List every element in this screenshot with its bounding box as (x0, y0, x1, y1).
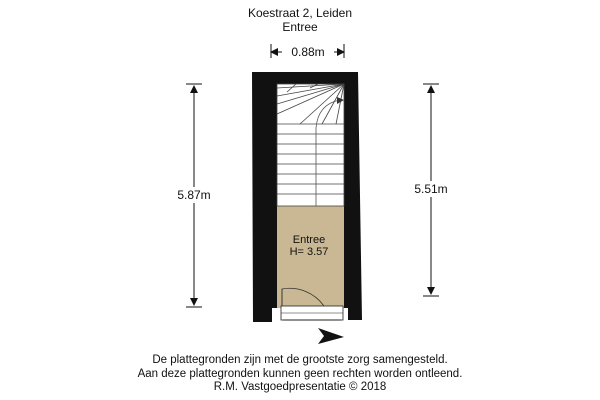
disclaimer-line-2: Aan deze plattegronden kunnen geen rechten worden ontleend. (137, 367, 463, 380)
dimension-height-left (168, 84, 220, 307)
address-title: Koestraat 2, Leiden (247, 6, 353, 20)
dimension-height-right-label: 5.51m (414, 182, 448, 196)
dimension-height-left-label: 5.87m (177, 188, 211, 202)
room-label (290, 234, 329, 258)
disclaimer-line-1: De plattegronden zijn met de grootste zorg samengesteld. (152, 354, 448, 366)
floor-title: Entree (282, 20, 318, 34)
room-height: H= 3.57 (289, 246, 329, 258)
entrance-arrow-icon (318, 328, 344, 344)
staircase (277, 84, 344, 206)
dimension-height-right (405, 84, 457, 296)
room-name: Entree (292, 234, 326, 246)
dimension-width-label: 0.88m (291, 45, 325, 59)
dimension-width-top (271, 44, 344, 59)
disclaimer-footer (0, 354, 600, 395)
copyright-line: R.M. Vastgoedpresentatie © 2018 (213, 381, 387, 393)
